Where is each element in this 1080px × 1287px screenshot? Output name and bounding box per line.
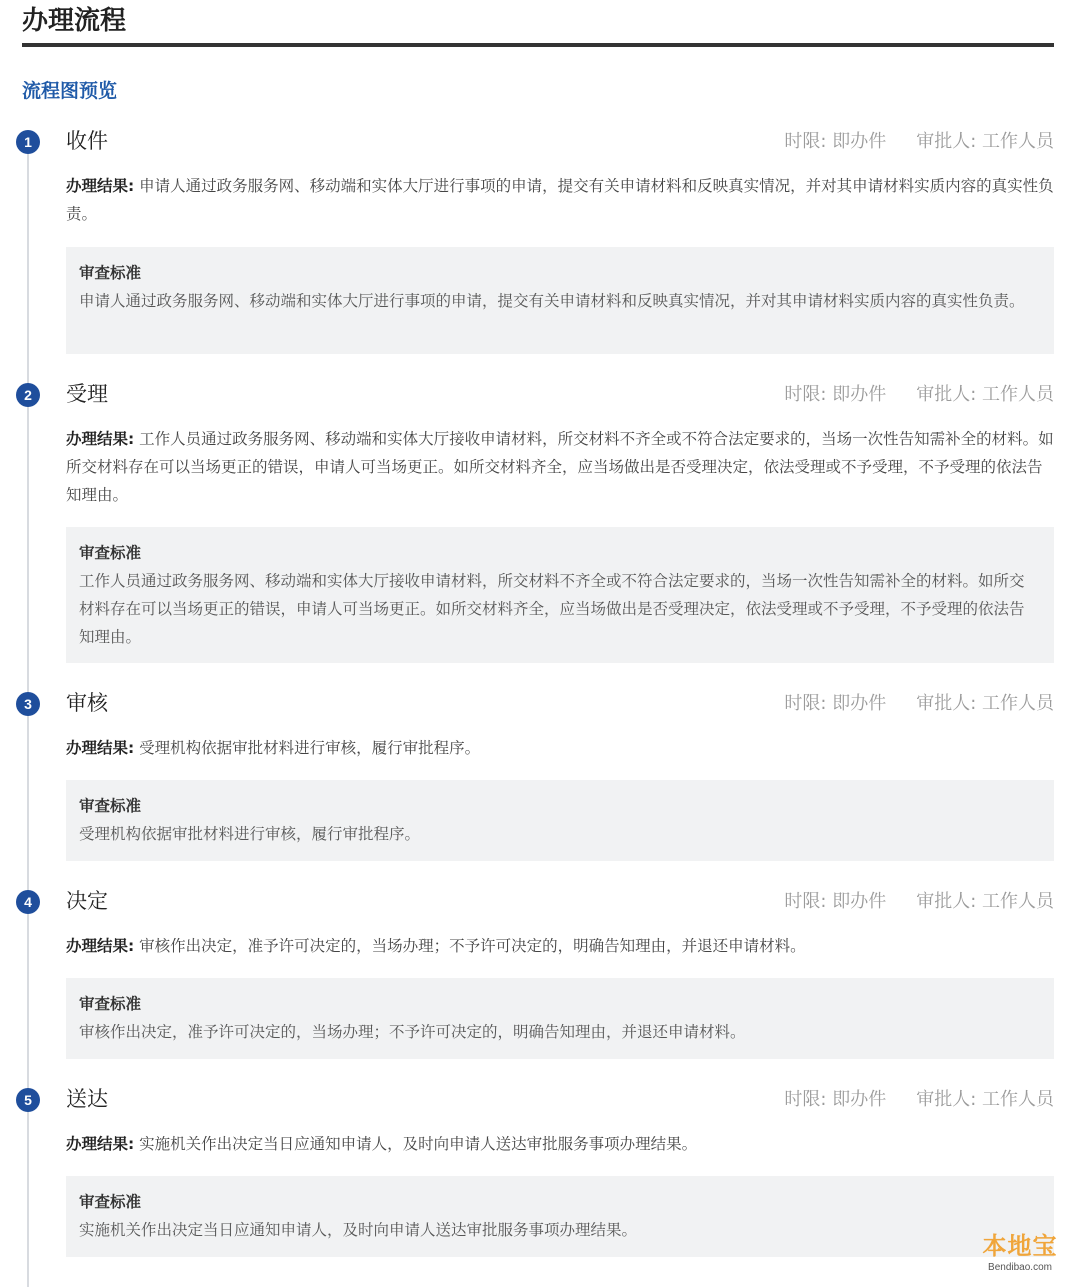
review-standard-panel	[66, 1176, 1054, 1257]
result-text-block	[66, 932, 1054, 960]
review-standard-panel	[66, 978, 1054, 1059]
page-title: 办理流程	[22, 6, 127, 36]
time-limit: 时限: 即办件	[784, 131, 887, 152]
watermark-brand: 本地宝	[982, 1232, 1058, 1260]
standard-title: 审查标准	[79, 797, 142, 815]
result-text-block	[66, 425, 1054, 509]
approver: 审批人: 工作人员	[916, 1089, 1054, 1110]
approver: 审批人: 工作人员	[916, 693, 1054, 714]
step-number-badge: 5	[16, 1088, 40, 1112]
page-header	[22, 0, 1054, 47]
standard-title: 审查标准	[79, 995, 142, 1013]
step-meta	[784, 690, 1054, 718]
standard-text: 申请人通过政务服务网、移动端和实体大厅进行事项的申请，提交有关申请材料和反映真实情况，并对其申请材料实质内容的真实性负责。	[79, 292, 1025, 310]
step-number-badge: 1	[16, 130, 40, 154]
approver: 审批人: 工作人员	[916, 384, 1054, 405]
step-title: 受理	[66, 382, 108, 406]
result-label: 办理结果:	[66, 177, 135, 195]
approver: 审批人: 工作人员	[916, 891, 1054, 912]
step-meta	[784, 128, 1054, 156]
step-meta	[784, 1086, 1054, 1114]
flowchart-preview-link[interactable]: 流程图预览	[22, 80, 118, 102]
result-text: 审核作出决定，准予许可决定的，当场办理；不予许可决定的，明确告知理由，并退还申请材料。	[139, 937, 806, 955]
standard-text: 实施机关作出决定当日应通知申请人，及时向申请人送达审批服务事项办理结果。	[79, 1221, 638, 1239]
time-limit: 时限: 即办件	[784, 1089, 887, 1110]
standard-title: 审查标准	[79, 264, 142, 282]
result-text-block	[66, 172, 1054, 228]
time-limit: 时限: 即办件	[784, 384, 887, 405]
bendibao-watermark	[970, 1231, 1070, 1279]
step-title: 收件	[66, 129, 108, 153]
result-label: 办理结果:	[66, 739, 135, 757]
step-title: 送达	[66, 1087, 108, 1111]
watermark-site: Bendibao.com	[988, 1262, 1052, 1273]
result-text: 实施机关作出决定当日应通知申请人，及时向申请人送达审批服务事项办理结果。	[139, 1135, 698, 1153]
result-text: 受理机构依据审批材料进行审核，履行审批程序。	[139, 739, 481, 757]
standard-title: 审查标准	[79, 544, 142, 562]
step-meta	[784, 888, 1054, 916]
result-text-block	[66, 734, 1054, 762]
result-label: 办理结果:	[66, 430, 135, 448]
review-standard-panel	[66, 780, 1054, 861]
time-limit: 时限: 即办件	[784, 693, 887, 714]
step-meta	[784, 381, 1054, 409]
result-text: 申请人通过政务服务网、移动端和实体大厅进行事项的申请，提交有关申请材料和反映真实情况，并对其申请材料实质内容的真实性负责。	[66, 177, 1054, 223]
review-standard-panel	[66, 527, 1054, 663]
approver: 审批人: 工作人员	[916, 131, 1054, 152]
result-label: 办理结果:	[66, 1135, 135, 1153]
review-standard-panel	[66, 247, 1054, 354]
standard-title: 审查标准	[79, 1193, 142, 1211]
standard-text: 受理机构依据审批材料进行审核，履行审批程序。	[79, 825, 421, 843]
standard-text: 工作人员通过政务服务网、移动端和实体大厅接收申请材料，所交材料不齐全或不符合法定要求的，当场一次性告知需补全的材料。如所交材料存在可以当场更正的错误，申请人可当场更正。如所交材料齐全，应当场做出是否受理决定，依法受理或不予受理，不予受理的依法告知理由。	[79, 572, 1025, 646]
standard-text: 审核作出决定，准予许可决定的，当场办理；不予许可决定的，明确告知理由，并退还申请材料。	[79, 1023, 746, 1041]
step-number-badge: 3	[16, 692, 40, 716]
step-number-badge: 4	[16, 890, 40, 914]
time-limit: 时限: 即办件	[784, 891, 887, 912]
step-title: 决定	[66, 889, 108, 913]
result-text-block	[66, 1130, 1054, 1158]
result-label: 办理结果:	[66, 937, 135, 955]
step-title: 审核	[66, 691, 108, 715]
step-number-badge: 2	[16, 383, 40, 407]
result-text: 工作人员通过政务服务网、移动端和实体大厅接收申请材料，所交材料不齐全或不符合法定要求的，当场一次性告知需补全的材料。如所交材料存在可以当场更正的错误，申请人可当场更正。如所交材料齐全，应当场做出是否受理决定，依法受理或不予受理，不予受理的依法告知理由。	[66, 430, 1054, 504]
